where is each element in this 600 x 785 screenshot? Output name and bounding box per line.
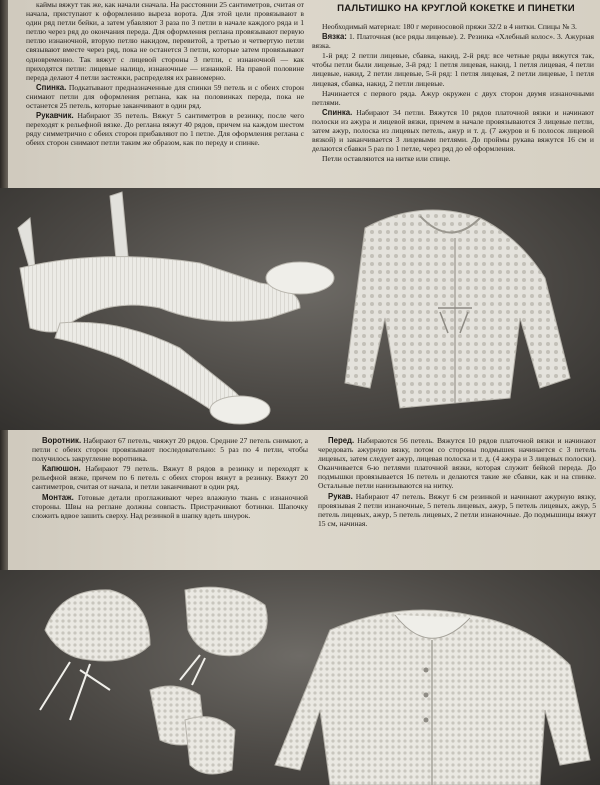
paragraph: каймы вяжут так же, как начали сначала. На расстоянии 25 сантиметров, считая от начала, приступают к оформлению выреза ворота. Для этой цели провязывают в один ряд петли бейки, а затем убавляют 3 раза по 3 петли в начале каждого ряда и 1 петлю через ряд до окончания переда. Для оформления реглана провязывают первую петлю изнаночной, вторую петлю накидом, перевитой, а третью и четвертую петли связывают вместе через ряд, пока не останется 3 петли, которые затем провязывают одновременно. Так вяжут с лицевой стороны 3 петли, с изнаночной — как приходятся петли: лицевые налицо, изнаночные — изнанкой. На правой половине переда делают 4 петли застежки, распределяя их равномерно.	[26, 0, 304, 82]
paragraph	[32, 436, 308, 463]
paragraph	[26, 111, 304, 147]
paragraph-lead: Рукавчик.	[36, 111, 74, 121]
paragraph-body: Набираются 56 петель. Вяжутся 10 рядов платочной вязки и начинают чередовать ажурную вязку, потом со стороны подмышек начинается с 3 петель лицевых, затем следует ажур, лицевая полоска и т. д. (4 ажура и 3 лицевых полоски). Оканчивается 6-ю петлями платочной вязки, которая служит бейкой переда. До подмышки провязывается 16 петель и делаются такие же сбавки, как и на спинке. Остальные петли нанизываются на нитку.	[318, 436, 596, 491]
text-column-top-left	[26, 0, 304, 149]
paragraph-body: Набирают 34 петли. Вяжутся 10 рядов платочной вязки и начинают полоски из ажура и лицевой вязки, причем в начале провязываются 3 лицевые петли, затем ажур, полоска из лицевых петель, ажур и т. д. (7 ажуров и 6 полосок лицевой вязкой) и заканчивается 3 лицевыми петлями. До проймы рукава вяжутся 16 см и делаются сбавки 5 раз по 1 петле, через ряд до её оформления.	[312, 107, 594, 154]
paragraph-body: Подкатывают предназначенные для спинки 59 петель и с обеих сторон снимают петли для оформления реглана, как на половинках переда, пока не останется 25 петель, которые заканчивают в один ряд.	[26, 82, 304, 111]
paragraph-body: Набирают 47 петель. Вяжут 6 см резинкой и начинают ажурную вязку, провязывая 2 петли изнаночные, 5 петель лицевых, ажур, 5 петель лицевых, ажур, 5 петель лицевых, ажур, 5 петель лицевых, 2 петли изнаночные. До подмышицы вяжут 15 см, начиная.	[318, 491, 596, 528]
paragraph-body: Набирают 35 петель. Вяжут 5 сантиметров в резинку, после чего переходят к рельефной вязке. До реглана вяжут 40 рядов, причем на каждом шестом ряду симметрично с обеих сторон прибавляют по 1 петле. Для оформления реглана с обеих сторон снимают петли таким же образом, как по переду и спинке.	[26, 111, 304, 148]
paragraph-lead: Спинка.	[36, 82, 67, 92]
text-column-bottom-left	[32, 436, 308, 521]
paragraph: Начинается с первого ряда. Ажур окружен с двух сторон двумя изнаночными петлями.	[312, 88, 594, 107]
paragraph-lead: Капюшон.	[42, 464, 81, 474]
knitted-bonnet-illustration	[40, 590, 150, 720]
paragraph-body: Набирают 67 петель, чвяжут 20 рядов. Средние 27 петель снимают, а петли с обеих сторон провязывают последовательно: 5 раз по 4 петли, чтобы получилось закругление воротника.	[32, 436, 308, 464]
text-column-bottom-right	[318, 436, 596, 529]
paragraph	[26, 83, 304, 110]
paragraph-lead: Рукав.	[328, 491, 353, 501]
knitted-overalls-illustration	[18, 192, 334, 424]
paragraph	[318, 492, 596, 528]
article-heading: ПАЛЬТИШКО НА КРУГЛОЙ КОКЕТКЕ И ПИНЕТКИ	[337, 3, 575, 14]
photo-overalls-and-jacket	[0, 188, 600, 430]
text-column-top-right	[312, 22, 594, 164]
paragraph	[32, 493, 308, 520]
paragraph: 1-й ряд: 2 петли лицевые, сбавка, накид, 2-й ряд: все четные ряды вяжутся так, чтобы петли были лицевые, 3-й ряд: 1 петля лицевая, накид, 1 петля лицевая, 4 петли лицевые, накид, 2 петли лицевые, 5-й ряд: 1 петля лицевая, 2 петли лицевые, 1 петля лицевая, сбавка, накид, 2 петли лицевые.	[312, 51, 594, 88]
paragraph-body: 1. Платочная (все ряды лицевые). 2. Резинка «Хлебный колос». 3. Ажурная вязка.	[312, 32, 594, 51]
paragraph	[312, 108, 594, 153]
knitted-booties-illustration	[150, 686, 235, 774]
paragraph	[318, 436, 596, 491]
paragraph-lead: Вязка:	[322, 32, 347, 42]
paragraph-lead: Спинка.	[322, 107, 353, 117]
knitted-jacket-illustration	[275, 610, 590, 785]
paragraph	[32, 464, 308, 491]
knitted-cardigan-illustration	[345, 210, 570, 408]
paragraph-lead: Перед.	[328, 436, 355, 445]
paragraph: Петли оставляются на нитке или спице.	[322, 154, 451, 164]
paragraph-body: Готовые детали проглаживают через влажную ткань с изнаночной стороны. Швы на реглане должны совпасть. Пристрачивают ботинки. Шапочку сложить вдвое зашить сверху. Над резинкой в шапку вдеть шнурок.	[32, 492, 308, 520]
paragraph: Необходимый материал: 180 г мериносовой пряжи 32/2 в 4 нитки. Спицы № 3.	[322, 22, 577, 31]
paragraph	[312, 32, 594, 50]
paragraph-lead: Монтаж.	[42, 492, 74, 502]
photo-bonnets-booties-and-jacket	[0, 570, 600, 785]
knitted-hood-illustration	[180, 587, 267, 685]
paragraph-lead: Воротник.	[42, 436, 82, 445]
paragraph-body: Набирают 79 петель. Вяжут 8 рядов в резинку и переходят к рельефной вязке, причем по 6 петель с обеих сторон вяжут в резинку. Вяжут 20 сантиметров, считая от начала, и петли заканчивают в один ряд.	[32, 464, 308, 492]
